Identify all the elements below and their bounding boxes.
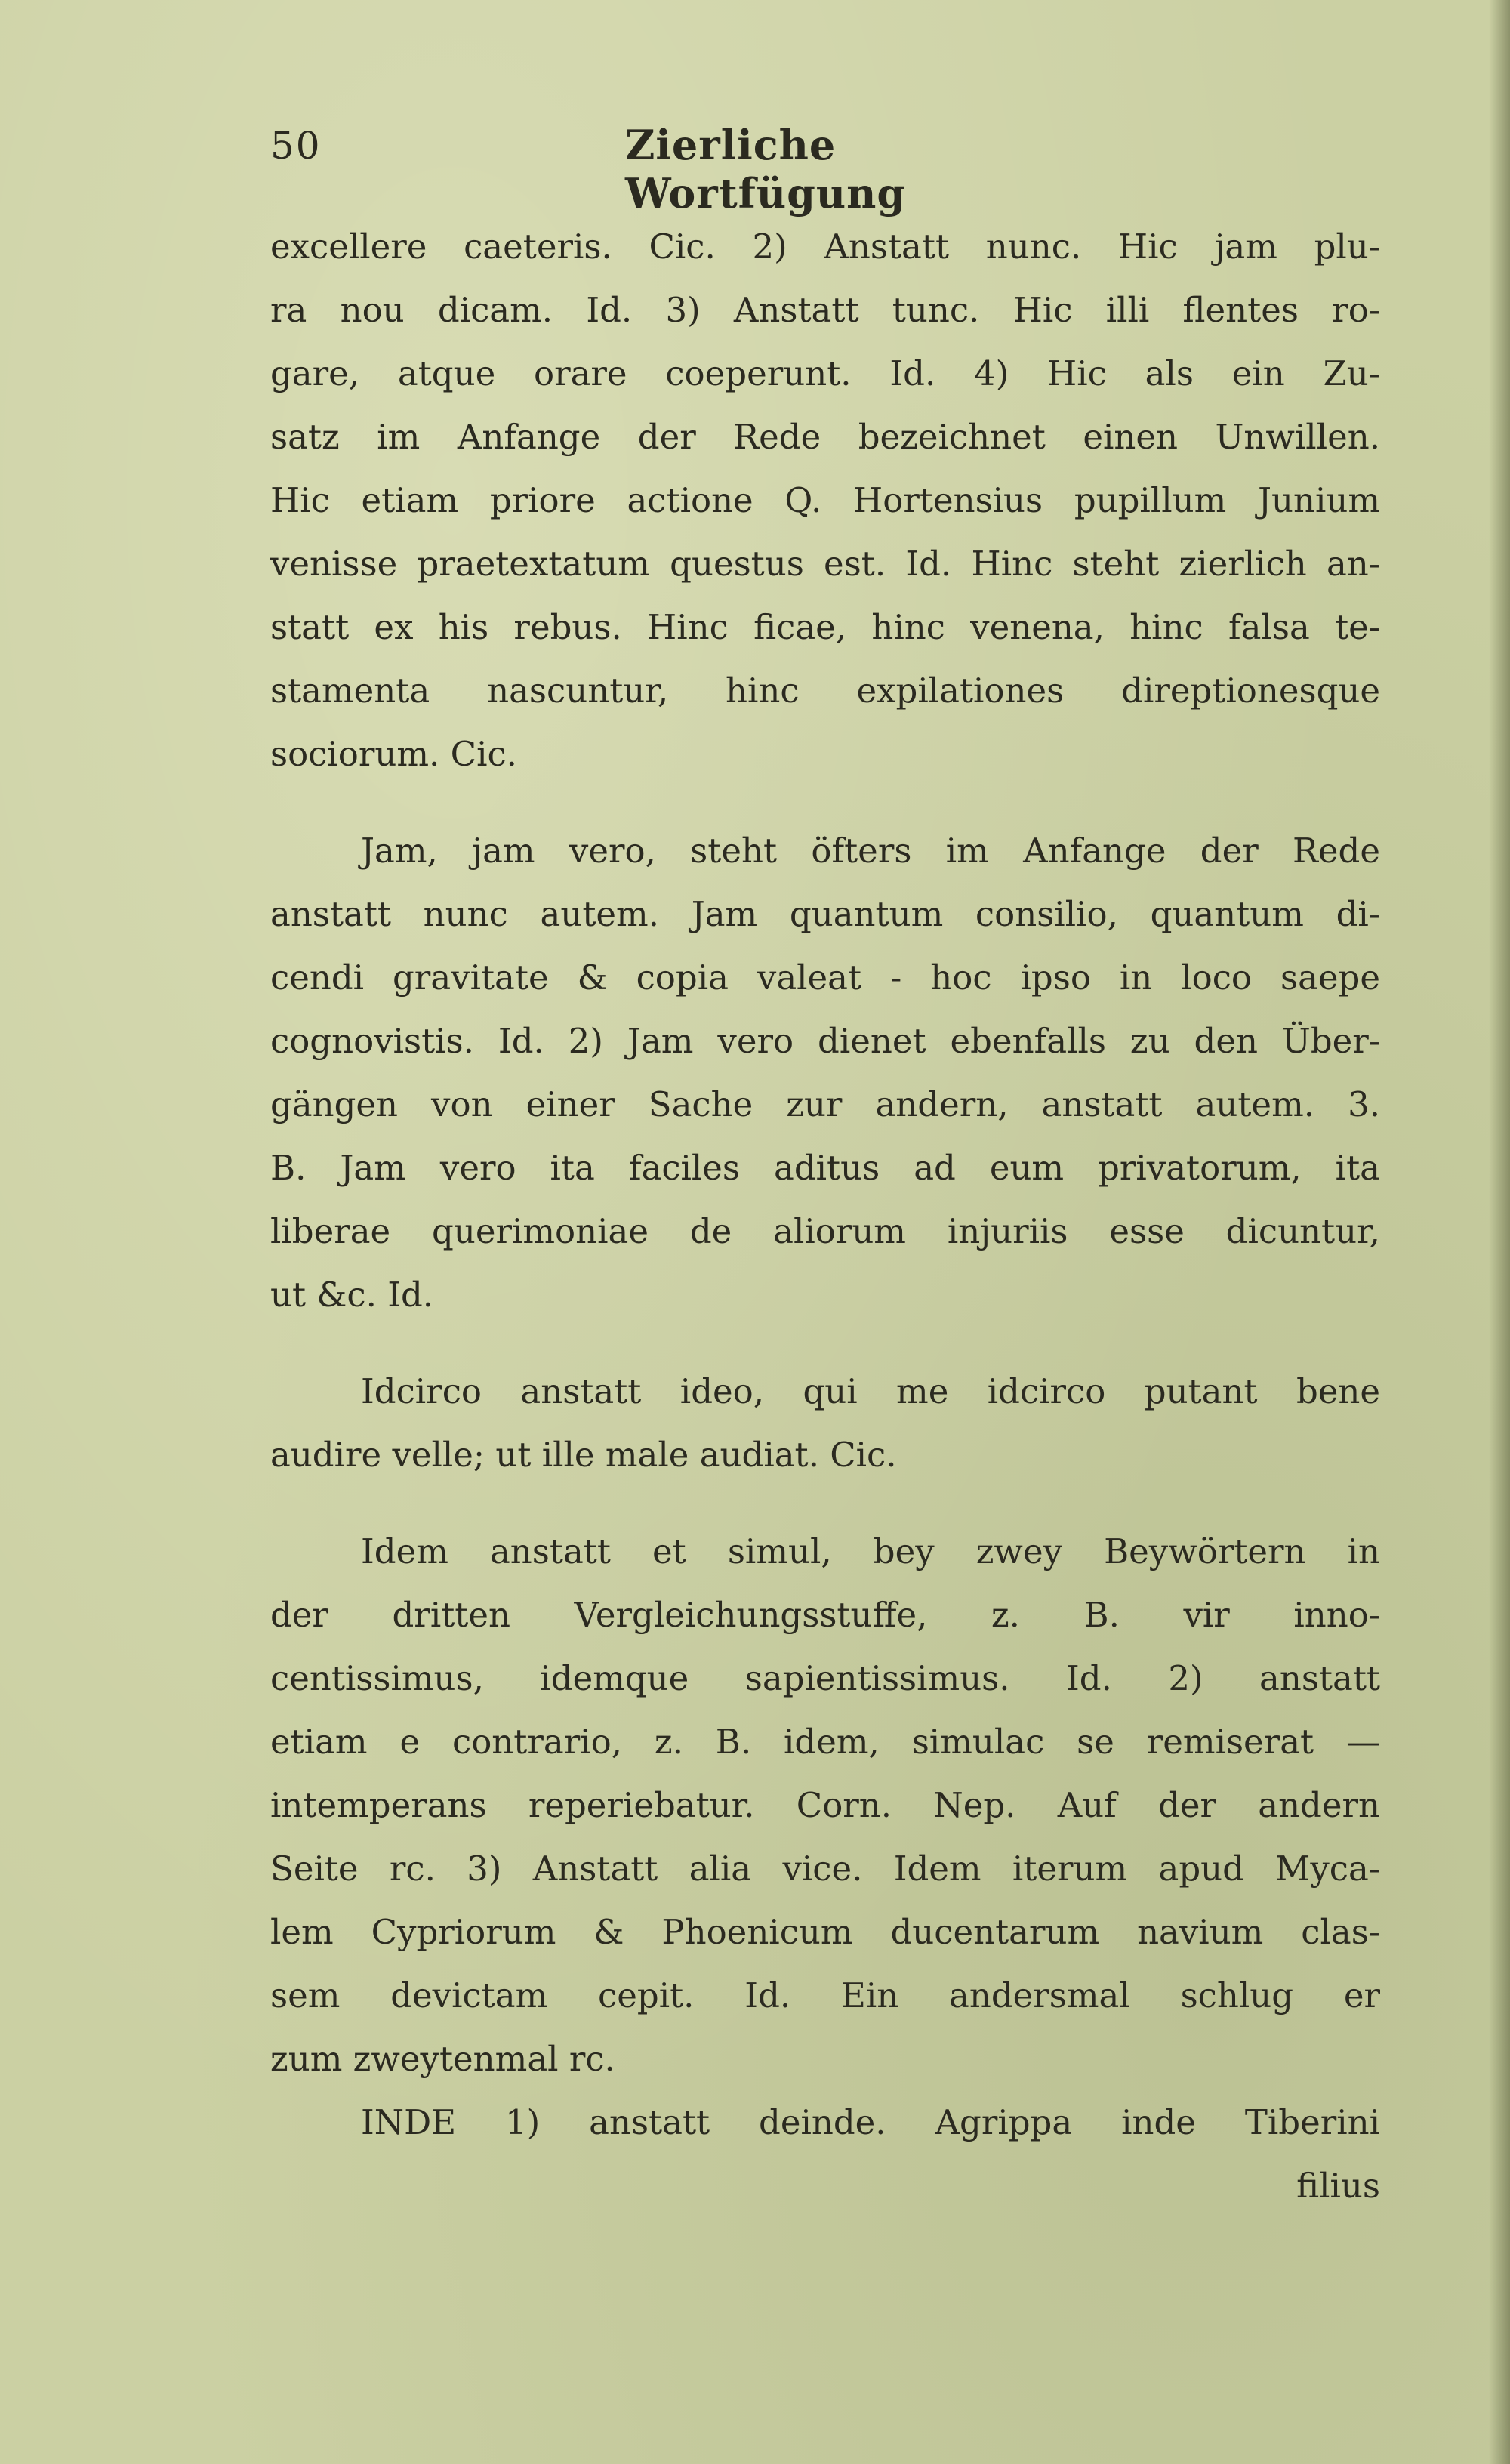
text-line: der dritten Vergleichungsstuffe, z. B. vir inno- — [270, 1595, 1380, 1635]
text-line: venisse praetextatum questus est. Id. Hinc steht zierlich an- — [270, 544, 1380, 584]
text-line: stamenta nascuntur, hinc expilationes direptionesque — [270, 671, 1380, 711]
text-line: intemperans reperiebatur. Corn. Nep. Auf der andern — [270, 1785, 1380, 1825]
text-line: INDE 1) anstatt deinde. Agrippa inde Tiberini — [361, 2102, 1380, 2142]
text-line: cendi gravitate & copia valeat - hoc ipso in loco saepe — [270, 958, 1380, 998]
text-line: statt ex his rebus. Hinc ficae, hinc venena, hinc falsa te- — [270, 607, 1380, 647]
text-line: excellere caeteris. Cic. 2) Anstatt nunc. Hic jam plu- — [270, 227, 1380, 267]
text-line: B. Jam vero ita faciles aditus ad eum privatorum, ita — [270, 1148, 1380, 1188]
text-line: centissimus, idemque sapientissimus. Id. 2) anstatt — [270, 1658, 1380, 1698]
text-line: anstatt nunc autem. Jam quantum consilio, quantum di- — [270, 894, 1380, 934]
running-head: Zierliche Wortfügung — [625, 121, 907, 217]
text-line: sem devictam cepit. Id. Ein andersmal schlug er — [270, 1975, 1380, 2015]
paragraph-gap — [270, 1327, 1380, 1360]
text-line: gängen von einer Sache zur andern, anstatt autem. 3. — [270, 1084, 1380, 1124]
text-line: Seite rc. 3) Anstatt alia vice. Idem iterum apud Myca- — [270, 1849, 1380, 1889]
text-line: Idcirco anstatt ideo, qui me idcirco putant bene — [361, 1371, 1380, 1411]
catchword: filius — [1296, 2166, 1380, 2206]
text-line: Hic etiam priore actione Q. Hortensius pupillum Junium — [270, 480, 1380, 520]
text-line: Jam, jam vero, steht öfters im Anfange der Rede — [361, 831, 1380, 871]
page-edge-shadow — [1489, 0, 1510, 2464]
paragraph-gap — [270, 786, 1380, 819]
text-line: etiam e contrario, z. B. idem, simulac se remiserat — — [270, 1722, 1380, 1762]
text-line: satz im Anfange der Rede bezeichnet einen Unwillen. — [270, 417, 1380, 457]
text-line: cognovistis. Id. 2) Jam vero dienet ebenfalls zu den Über- — [270, 1021, 1380, 1061]
body-text — [270, 215, 1380, 2218]
text-line: ut &c. Id. — [270, 1275, 434, 1315]
text-line: sociorum. Cic. — [270, 734, 517, 774]
text-line: gare, atque orare coeperunt. Id. 4) Hic als ein Zu- — [270, 353, 1380, 393]
text-line: Idem anstatt et simul, bey zwey Beywörtern in — [361, 1531, 1380, 1571]
paragraph-gap — [270, 1487, 1380, 1520]
text-line: liberae querimoniae de aliorum injuriis esse dicuntur, — [270, 1211, 1380, 1251]
text-line: zum zweytenmal rc. — [270, 2039, 615, 2079]
text-line: ra nou dicam. Id. 3) Anstatt tunc. Hic illi flentes ro- — [270, 290, 1380, 330]
page-number: 50 — [270, 124, 322, 168]
text-line: audire velle; ut ille male audiat. Cic. — [270, 1435, 897, 1475]
text-line: lem Cypriorum & Phoenicum ducentarum navium clas- — [270, 1912, 1380, 1952]
page-header — [270, 121, 1040, 217]
